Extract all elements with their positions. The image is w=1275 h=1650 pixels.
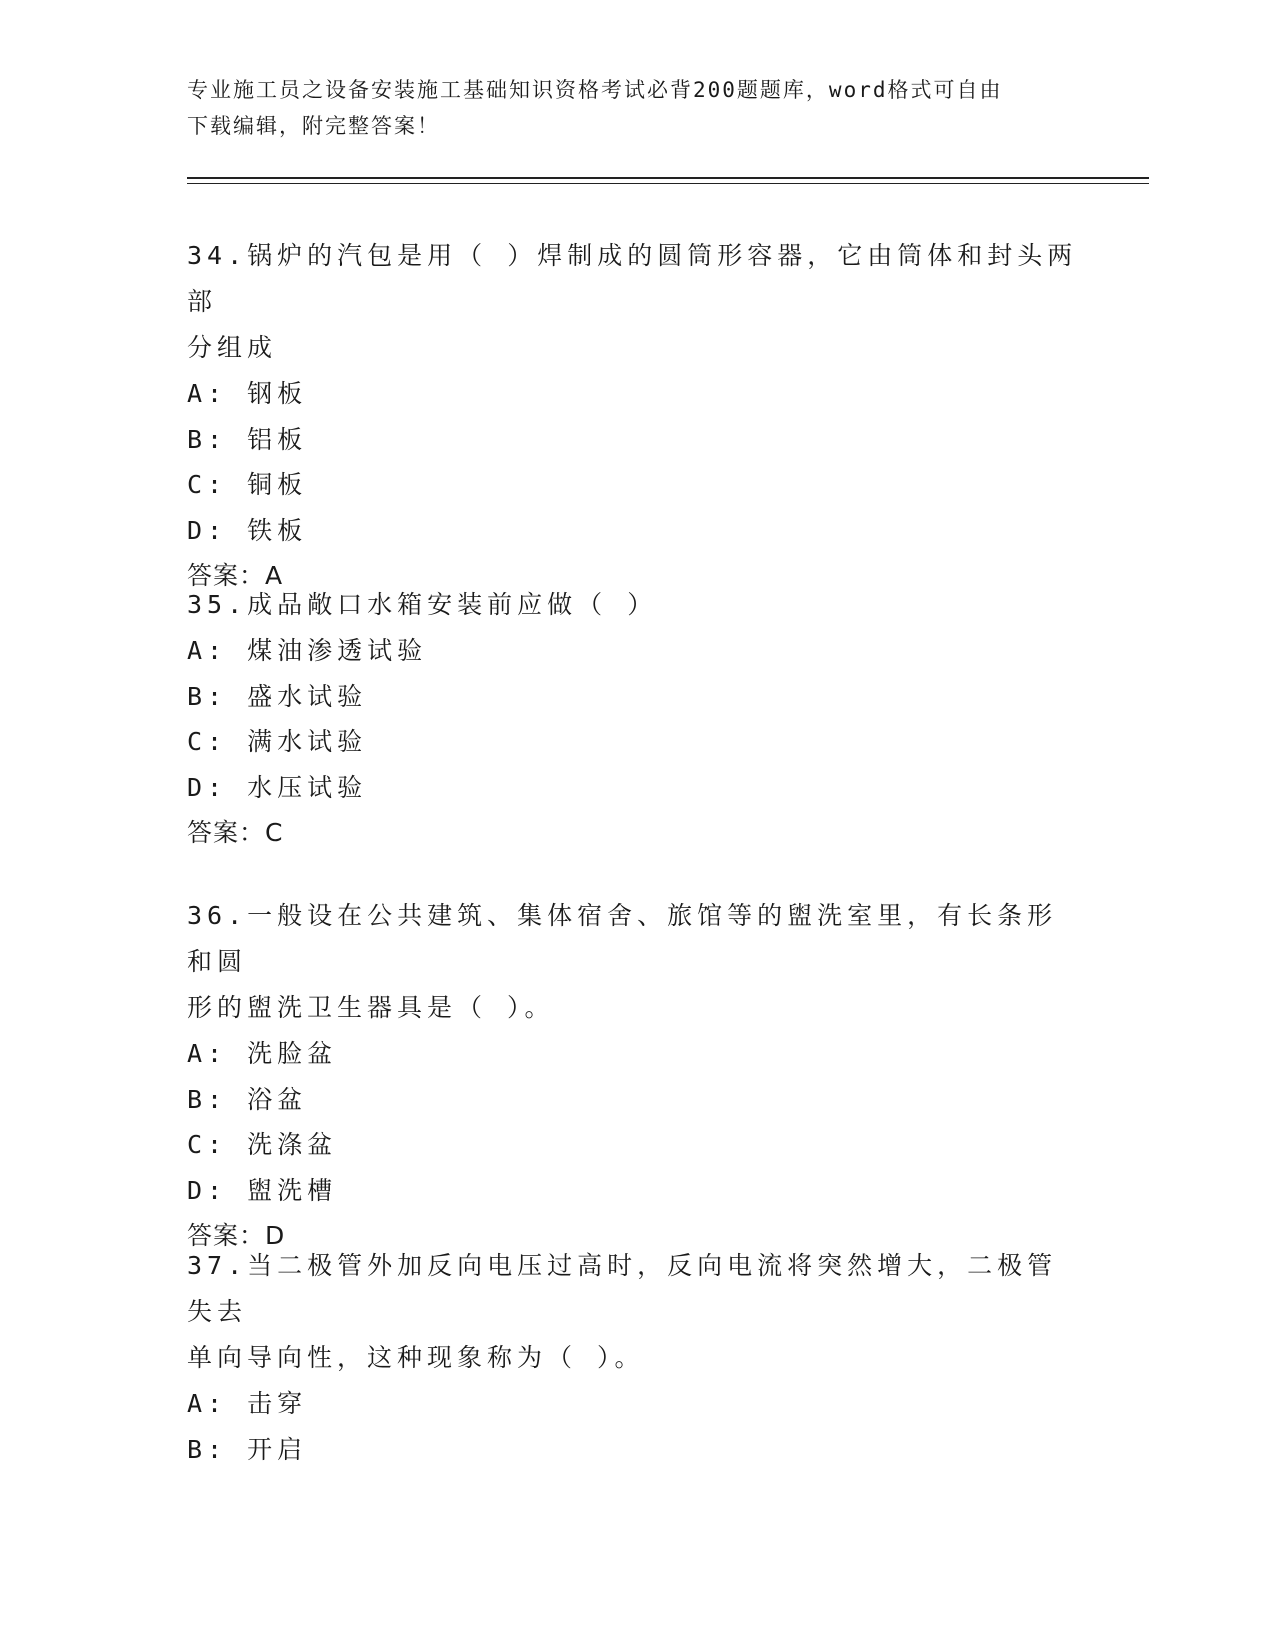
option-c: C: 满水试验 [187,727,368,756]
question-text-line: 36.一般设在公共建筑、集体宿舍、旅馆等的盥洗室里，有长条形和圆 [187,901,1058,976]
option-b: B: 盛水试验 [187,681,368,711]
question-text [187,233,1087,371]
option-d: D: 水压试验 [187,772,368,802]
question-34 [187,233,1087,599]
question-text-line: 34.锅炉的汽包是用（ ）焊制成的圆筒形容器，它由筒体和封头两部 [187,241,1078,316]
question-35 [187,582,1087,856]
option-c: C: 铜板 [187,470,308,499]
header-line-1: 专业施工员之设备安装施工基础知识资格考试必背200题题库，word格式可自由 [187,78,1003,102]
option-d: D: 铁板 [187,515,308,545]
question-text [187,1243,1087,1381]
option-b: B: 铝板 [187,424,308,454]
answer: 答案：C [187,818,284,847]
answer: 答案：A [187,561,284,590]
document-header [187,72,1087,144]
question-text-line: 形的盥洗卫生器具是（ ）。 [187,993,555,1022]
question-37 [187,1243,1087,1472]
header-divider-thick [187,177,1149,179]
option-a: A: 钢板 [187,379,308,408]
option-a: A: 煤油渗透试验 [187,636,428,665]
question-text-line: 35.成品敞口水箱安装前应做（ ） [187,590,658,619]
question-text-line: 分组成 [187,333,278,362]
option-b: B: 浴盆 [187,1084,308,1114]
question-36 [187,893,1087,1259]
option-b: B: 开启 [187,1434,308,1464]
question-text [187,582,1087,628]
question-text-line: 37.当二极管外加反向电压过高时，反向电流将突然增大，二极管失去 [187,1251,1058,1326]
header-divider-thin [187,183,1149,184]
option-a: A: 洗脸盆 [187,1039,338,1068]
option-d: D: 盥洗槽 [187,1175,338,1205]
question-text [187,893,1087,1031]
header-line-2: 下载编辑，附完整答案！ [187,114,440,138]
question-text-line: 单向导向性，这种现象称为（ ）。 [187,1343,645,1372]
answer: 答案：D [187,1221,286,1250]
option-a: A: 击穿 [187,1389,308,1418]
option-c: C: 洗涤盆 [187,1130,338,1159]
